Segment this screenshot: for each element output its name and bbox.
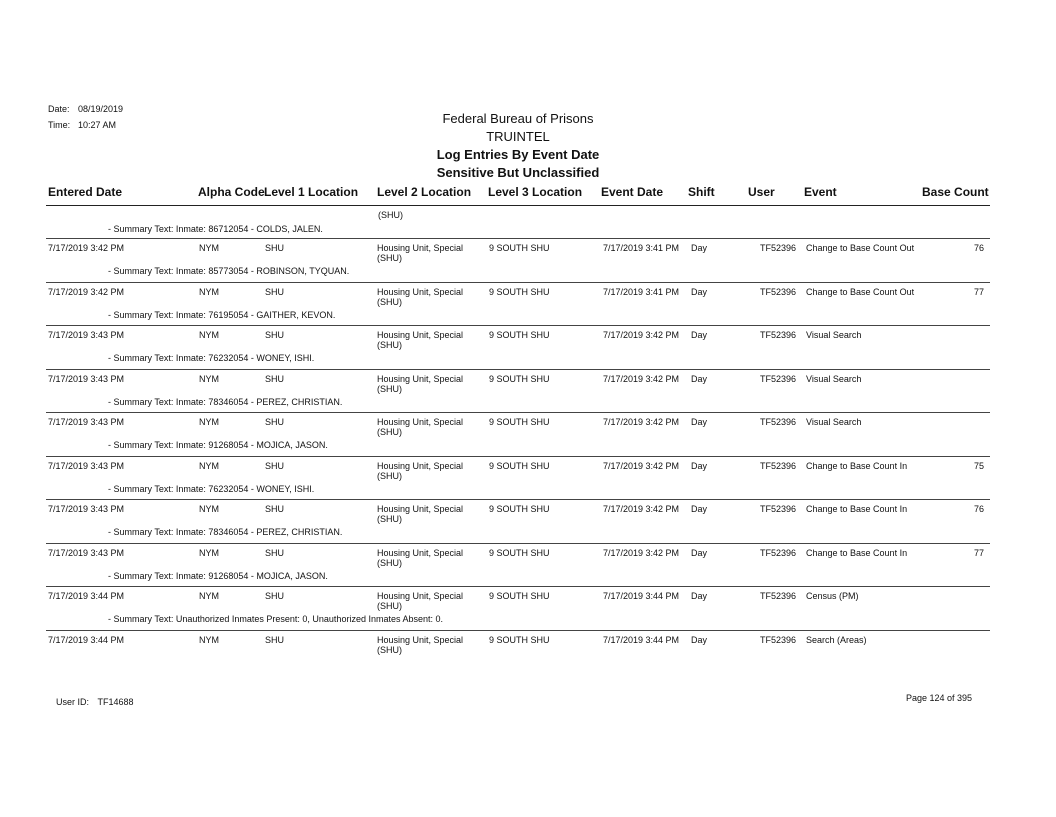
row-level2-location: Housing Unit, Special (SHU) (377, 461, 464, 481)
row-summary-text: - Summary Text: Inmate: 78346054 - PEREZ, CHRISTIAN. (108, 527, 343, 537)
col-level1-location: Level 1 Location (264, 185, 359, 199)
row-event-date: 7/17/2019 3:42 PM (603, 330, 680, 340)
row-rule (46, 630, 990, 631)
row-shift: Day (691, 548, 708, 558)
row-event: Change to Base Count In (806, 504, 908, 514)
row-event: Change to Base Count Out (806, 287, 915, 297)
row-level1-location: SHU (265, 635, 285, 645)
row-rule (46, 456, 990, 457)
row-user: TF52396 (760, 635, 797, 645)
col-entered-date: Entered Date (48, 185, 123, 199)
row-shift: Day (691, 330, 708, 340)
row-event-date: 7/17/2019 3:42 PM (603, 417, 680, 427)
row-alpha-code: NYM (199, 287, 219, 297)
row-alpha-code: NYM (199, 417, 219, 427)
time-label: Time: (48, 120, 71, 130)
row-level3-location: 9 SOUTH SHU (489, 374, 550, 384)
row-level3-location: 9 SOUTH SHU (489, 591, 550, 601)
row-summary-text: - Summary Text: Unauthorized Inmates Present: 0, Unauthorized Inmates Absent: 0. (108, 614, 443, 624)
row-rule (46, 499, 990, 500)
row-shift: Day (691, 374, 708, 384)
row-level3-location: 9 SOUTH SHU (489, 504, 550, 514)
row-shift: Day (691, 243, 708, 253)
row-level3-location: 9 SOUTH SHU (489, 243, 550, 253)
row-user: TF52396 (760, 417, 797, 427)
row-base-count: 75 (974, 461, 985, 471)
row-summary-text: - Summary Text: Inmate: 76232054 - WONEY, ISHI. (108, 484, 315, 494)
row-base-count: 76 (974, 243, 985, 253)
classification: Sensitive But Unclassified (436, 165, 600, 180)
header-rule (46, 205, 990, 206)
row-shift: Day (691, 287, 708, 297)
row-event-date: 7/17/2019 3:44 PM (603, 591, 680, 601)
row-entered-date: 7/17/2019 3:43 PM (48, 461, 125, 471)
row-rule (46, 282, 990, 283)
row-entered-date: 7/17/2019 3:43 PM (48, 504, 125, 514)
row-level1-location: SHU (265, 330, 285, 340)
row-level1-location: SHU (265, 591, 285, 601)
date-value: 08/19/2019 (78, 104, 124, 114)
row-shift: Day (691, 591, 708, 601)
row-level2-location: Housing Unit, Special (SHU) (377, 417, 464, 437)
row-level2-location: Housing Unit, Special (SHU) (377, 548, 464, 568)
row-event-date: 7/17/2019 3:42 PM (603, 461, 680, 471)
row-summary-text: - Summary Text: Inmate: 76195054 - GAITHER, KEVON. (108, 310, 336, 320)
row-level2-location: Housing Unit, Special (SHU) (377, 635, 464, 655)
row-rule (46, 412, 990, 413)
row-summary-text: - Summary Text: Inmate: 76232054 - WONEY, ISHI. (108, 353, 315, 363)
row-event: Change to Base Count In (806, 548, 908, 558)
row-level2-location: Housing Unit, Special (SHU) (377, 330, 464, 350)
row-event-date: 7/17/2019 3:42 PM (603, 504, 680, 514)
row-event: Change to Base Count Out (806, 243, 915, 253)
row-level1-location: SHU (265, 548, 285, 558)
row-level2-location: Housing Unit, Special (SHU) (377, 287, 464, 307)
row-rule (46, 238, 990, 239)
col-level3-location: Level 3 Location (488, 185, 583, 199)
col-shift: Shift (688, 185, 715, 199)
row-level3-location: 9 SOUTH SHU (489, 635, 550, 645)
row-shift: Day (691, 461, 708, 471)
row-level3-location: 9 SOUTH SHU (489, 417, 550, 427)
carryover-level2: (SHU) (378, 210, 403, 220)
row-alpha-code: NYM (199, 635, 219, 645)
row-event: Visual Search (806, 330, 862, 340)
row-event-date: 7/17/2019 3:42 PM (603, 374, 680, 384)
row-event: Search (Areas) (806, 635, 867, 645)
row-alpha-code: NYM (199, 243, 219, 253)
row-event: Change to Base Count In (806, 461, 908, 471)
row-user: TF52396 (760, 287, 797, 297)
row-alpha-code: NYM (199, 504, 219, 514)
row-event: Visual Search (806, 374, 862, 384)
row-entered-date: 7/17/2019 3:42 PM (48, 243, 125, 253)
row-level2-location: Housing Unit, Special (SHU) (377, 243, 464, 263)
row-user: TF52396 (760, 374, 797, 384)
row-event-date: 7/17/2019 3:42 PM (603, 548, 680, 558)
report-title: Log Entries By Event Date (436, 147, 600, 162)
row-entered-date: 7/17/2019 3:43 PM (48, 330, 125, 340)
row-user: TF52396 (760, 243, 797, 253)
row-entered-date: 7/17/2019 3:43 PM (48, 548, 125, 558)
col-base-count: Base Count (922, 185, 989, 199)
row-level1-location: SHU (265, 417, 285, 427)
user-id-label: User ID: (56, 697, 90, 707)
time-value: 10:27 AM (78, 120, 117, 130)
user-id-value: TF14688 (97, 697, 134, 707)
row-alpha-code: NYM (199, 461, 219, 471)
row-event: Census (PM) (806, 591, 859, 601)
row-summary-text: - Summary Text: Inmate: 85773054 - ROBINSON, TYQUAN. (108, 266, 350, 276)
row-level3-location: 9 SOUTH SHU (489, 330, 550, 340)
row-alpha-code: NYM (199, 548, 219, 558)
row-event-date: 7/17/2019 3:44 PM (603, 635, 680, 645)
row-summary-text: - Summary Text: Inmate: 91268054 - MOJICA, JASON. (108, 571, 328, 581)
row-level3-location: 9 SOUTH SHU (489, 548, 550, 558)
row-summary-text: - Summary Text: Inmate: 78346054 - PEREZ, CHRISTIAN. (108, 397, 343, 407)
col-event-date: Event Date (601, 185, 664, 199)
col-level2-location: Level 2 Location (377, 185, 472, 199)
row-entered-date: 7/17/2019 3:44 PM (48, 591, 125, 601)
row-summary-text: - Summary Text: Inmate: 91268054 - MOJICA, JASON. (108, 440, 328, 450)
row-base-count: 77 (974, 287, 985, 297)
row-alpha-code: NYM (199, 330, 219, 340)
row-entered-date: 7/17/2019 3:42 PM (48, 287, 125, 297)
row-level1-location: SHU (265, 243, 285, 253)
agency-title: Federal Bureau of Prisons (442, 111, 594, 126)
first-summary-text: - Summary Text: Inmate: 86712054 - COLDS, JALEN. (108, 224, 323, 234)
row-level2-location: Housing Unit, Special (SHU) (377, 374, 464, 394)
row-level1-location: SHU (265, 504, 285, 514)
row-entered-date: 7/17/2019 3:43 PM (48, 374, 125, 384)
row-level1-location: SHU (265, 374, 285, 384)
col-alpha-code: Alpha Code (198, 185, 265, 199)
row-user: TF52396 (760, 548, 797, 558)
row-rule (46, 369, 990, 370)
col-event: Event (804, 185, 837, 199)
row-rule (46, 325, 990, 326)
row-base-count: 76 (974, 504, 985, 514)
row-user: TF52396 (760, 461, 797, 471)
row-level1-location: SHU (265, 461, 285, 471)
row-rule (46, 586, 990, 587)
footer-user-id (56, 697, 134, 707)
row-user: TF52396 (760, 591, 797, 601)
row-level1-location: SHU (265, 287, 285, 297)
row-level3-location: 9 SOUTH SHU (489, 461, 550, 471)
row-level3-location: 9 SOUTH SHU (489, 287, 550, 297)
row-shift: Day (691, 504, 708, 514)
row-event-date: 7/17/2019 3:41 PM (603, 243, 680, 253)
page-number: Page 124 of 395 (906, 693, 973, 703)
date-label: Date: (48, 104, 70, 114)
col-user: User (748, 185, 775, 199)
row-event: Visual Search (806, 417, 862, 427)
row-alpha-code: NYM (199, 591, 219, 601)
row-level2-location: Housing Unit, Special (SHU) (377, 591, 464, 611)
row-entered-date: 7/17/2019 3:43 PM (48, 417, 125, 427)
system-title: TRUINTEL (486, 129, 550, 144)
row-base-count: 77 (974, 548, 985, 558)
row-user: TF52396 (760, 330, 797, 340)
row-shift: Day (691, 635, 708, 645)
row-rule (46, 543, 990, 544)
row-level2-location: Housing Unit, Special (SHU) (377, 504, 464, 524)
row-event-date: 7/17/2019 3:41 PM (603, 287, 680, 297)
row-shift: Day (691, 417, 708, 427)
row-entered-date: 7/17/2019 3:44 PM (48, 635, 125, 645)
row-user: TF52396 (760, 504, 797, 514)
row-alpha-code: NYM (199, 374, 219, 384)
